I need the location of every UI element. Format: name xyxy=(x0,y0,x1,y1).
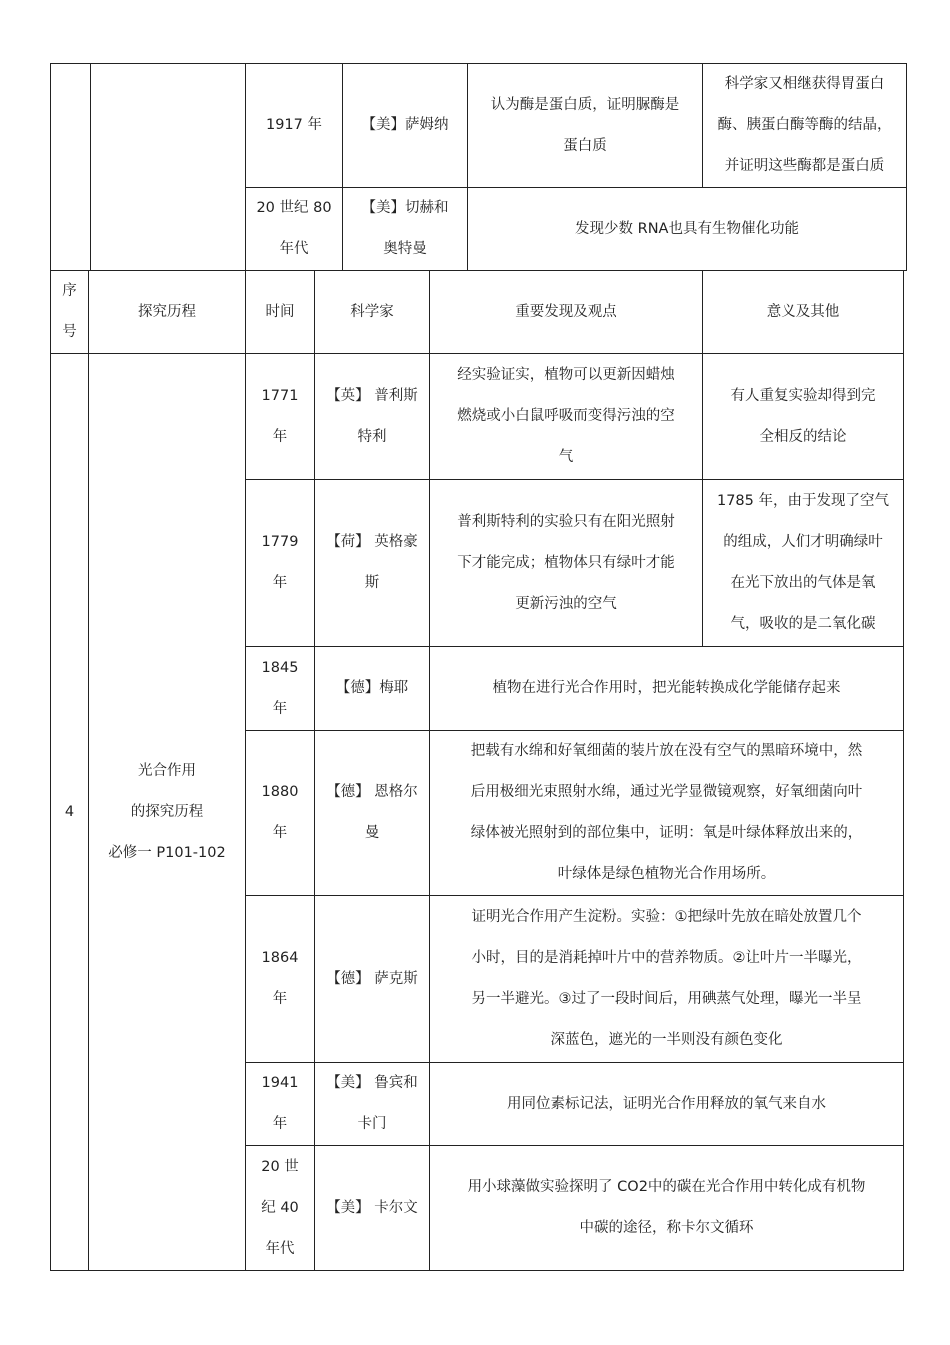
rule xyxy=(50,63,51,271)
time-cell: 20 世 纪 40 年代 xyxy=(261,1158,299,1257)
finding-cell: 认为酶是蛋白质，证明脲酶是 蛋白质 xyxy=(490,96,680,154)
finding-cell: 证明光合作用产生淀粉。实验：①把绿叶先放在暗处放置几个 小时，目的是消耗掉叶片中的营养物质。②让叶片一半曝光， 另一半避光。③过了一段时间后，用碘蒸气处理，曝光一半呈 深蓝色，遮光的一半则没有颜色变化 xyxy=(471,909,862,1048)
section-process: 光合作用 的探究历程 必修一 P101-102 xyxy=(108,762,226,861)
finding-cell: 用小球藻做实验探明了 CO2中的碳在光合作用中转化成有机物 中碳的途径，称卡尔文循环 xyxy=(467,1179,866,1236)
time-cell: 1917 年 xyxy=(265,117,322,133)
scientist-cell: 【英】 普利斯 特利 xyxy=(326,387,418,445)
time-cell: 1880 年 xyxy=(261,784,299,841)
scientist-cell: 【美】 鲁宾和 卡门 xyxy=(326,1075,418,1132)
finding-cell: 普利斯特利的实验只有在阳光照射 下才能完成；植物体只有绿叶才能 更新污浊的空气 xyxy=(457,513,675,612)
time-cell: 1845 年 xyxy=(261,659,299,717)
scientist-cell: 【德】 萨克斯 xyxy=(326,970,418,987)
time-cell: 20 世纪 80 年代 xyxy=(256,200,332,257)
finding-cell: 用同位素标记法，证明光合作用释放的氧气来自水 xyxy=(507,1095,826,1112)
rule xyxy=(906,63,907,271)
scientist-cell: 【荷】 英格豪 斯 xyxy=(326,534,418,591)
scientist-cell: 【德】梅耶 xyxy=(335,680,409,696)
rule xyxy=(903,270,904,1271)
significance-cell: 有人重复实验却得到完 全相反的结论 xyxy=(730,387,876,445)
significance-cell: 1785 年，由于发现了空气 的组成，人们才明确绿叶 在光下放出的气体是氧 气，吸收的是二氧化碳 xyxy=(716,493,889,632)
time-cell: 1779 年 xyxy=(261,534,299,591)
header-process: 探究历程 xyxy=(138,303,196,320)
scientist-cell: 【美】 卡尔文 xyxy=(326,1199,418,1216)
rule xyxy=(50,1270,904,1271)
header-no: 序 号 xyxy=(62,283,77,340)
header-scientist: 科学家 xyxy=(350,303,394,320)
significance-cell: 科学家又相继获得胃蛋白 酶、胰蛋白酶等酶的结晶， 并证明这些酶都是蛋白质 xyxy=(717,76,892,174)
scientist-cell: 【德】 恩格尔 曼 xyxy=(326,784,418,841)
scientist-cell: 【美】切赫和 奥特曼 xyxy=(361,200,449,257)
header-finding: 重要发现及观点 xyxy=(515,303,617,320)
finding-cell: 发现少数 RNA也具有生物催化功能 xyxy=(575,220,799,237)
time-cell: 1864 年 xyxy=(261,950,299,1007)
finding-cell: 经实验证实，植物可以更新因蜡烛 燃烧或小白鼠呼吸而变得污浊的空 气 xyxy=(457,367,675,465)
section-number: 4 xyxy=(64,803,75,820)
rule xyxy=(90,63,91,271)
scientist-cell: 【美】萨姆纳 xyxy=(361,117,449,133)
header-significance: 意义及其他 xyxy=(766,303,840,320)
time-cell: 1771 年 xyxy=(261,387,299,445)
finding-cell: 把载有水绵和好氧细菌的装片放在没有空气的黑暗环境中，然 后用极细光束照射水绵，通过光学显微镜观察，好氧细菌向叶 绿体被光照射到的部位集中，证明：氧是叶绿体释放出来的， 叶绿体是绿色植物光合作用场所。 xyxy=(470,743,863,882)
finding-cell: 植物在进行光合作用时，把光能转换成化学能储存起来 xyxy=(492,680,841,696)
time-cell: 1941 年 xyxy=(261,1075,299,1132)
header-time: 时间 xyxy=(265,303,295,320)
